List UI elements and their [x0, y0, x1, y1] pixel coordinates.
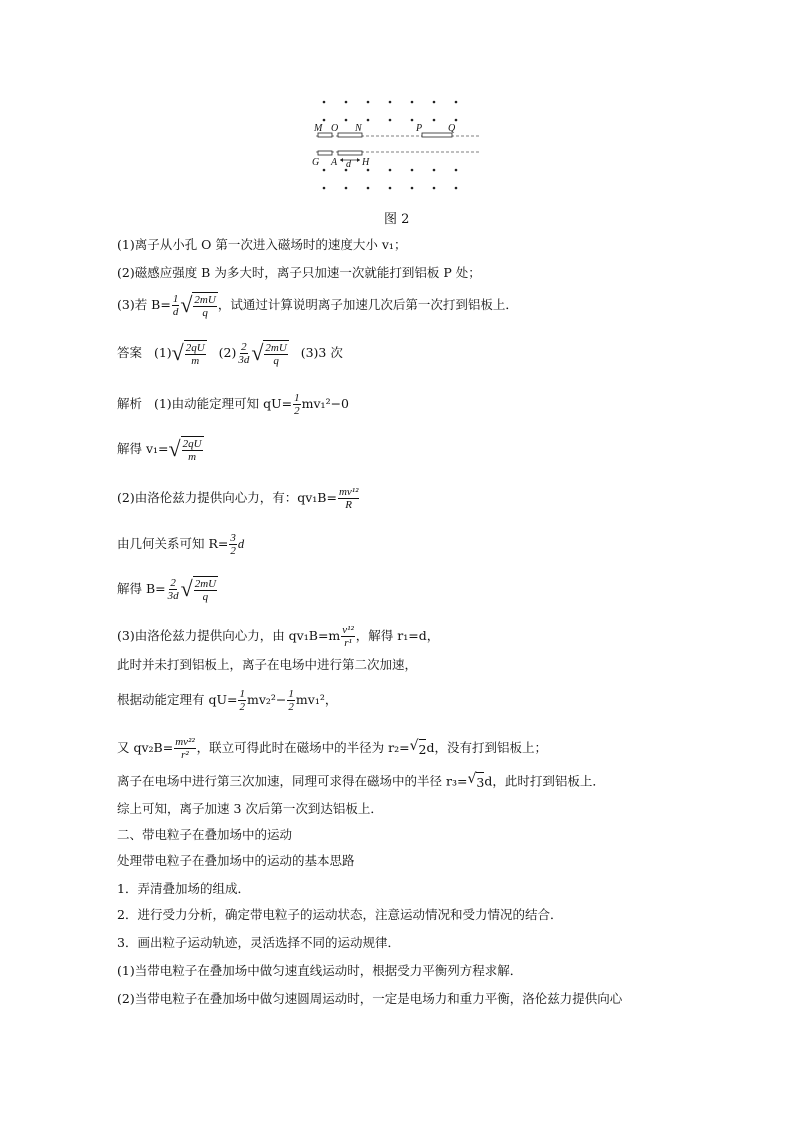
- step-1: 1．弄清叠加场的组成．: [117, 881, 250, 896]
- summary-line: 综上可知，离子加速 3 次后第一次到达铝板上．: [117, 801, 383, 816]
- text: mv₁²−0: [301, 396, 350, 411]
- case-2: (2)当带电粒子在叠加场中做匀速圆周运动时，一定是电场力和重力平衡，洛伦兹力提供向心: [117, 991, 623, 1006]
- sqrt: √ $\frac{2qU}{m}$: [171, 340, 205, 367]
- energy-line: [117, 688, 337, 713]
- sqrt: √ $\frac{2mU}{q}$: [251, 340, 287, 367]
- figure-caption: 图 2: [384, 212, 410, 227]
- answer-part-1: (1): [153, 345, 172, 360]
- approach-line: 处理带电粒子在叠加场中的运动的基本思路: [117, 853, 355, 868]
- label-O: O: [331, 123, 339, 134]
- fraction: $\frac{2}{3d}$: [167, 577, 179, 602]
- text: 解得 B=: [117, 581, 166, 596]
- sqrt: √ $\frac{2qU}{m}$: [168, 436, 202, 463]
- label-N: N: [355, 123, 362, 134]
- fraction: $\frac{\text{mv²²}}{\text{r²}}$: [175, 736, 195, 761]
- fraction: $\frac{\text{v¹²}}{\text{r¹}}$: [342, 624, 354, 649]
- answer-line: [117, 340, 343, 367]
- text: 根据动能定理有 qU=: [117, 692, 238, 707]
- text: 由几何关系可知 R=: [117, 536, 229, 551]
- sqrt: √ 2: [409, 737, 427, 757]
- text: ，联立可得此时在磁场中的半径为 r₂=: [196, 740, 410, 755]
- label-d: d: [346, 159, 351, 170]
- q3-prefix: (3)若 B=: [117, 297, 171, 312]
- fraction: $\frac{3}{2}$: [230, 532, 236, 557]
- q3-suffix: ，试通过计算说明离子加速几次后第一次打到铝板上．: [217, 297, 518, 312]
- label-A: A: [331, 157, 338, 168]
- fraction: $\frac{1}{2}$: [239, 688, 245, 713]
- sqrt: √ 3: [467, 771, 485, 790]
- question-3: [117, 292, 518, 319]
- text: 离子在电场中进行第三次加速，同理可求得在磁场中的半径 r₃=: [117, 773, 468, 789]
- text: (1)由动能定理可知 qU=: [153, 396, 293, 411]
- section-heading: 二、带电粒子在叠加场中的运动: [117, 827, 293, 842]
- text: mv₂²−: [246, 692, 287, 707]
- analysis-1: [117, 392, 349, 417]
- solve-B: [117, 576, 218, 603]
- label-M: M: [314, 123, 323, 134]
- label-Q: Q: [448, 123, 456, 134]
- fraction: $\frac{\text{mv¹²}}{R}$: [338, 486, 359, 511]
- fraction: $\frac{1}{d}$: [172, 293, 179, 318]
- fraction: $\frac{2}{3d}$: [238, 341, 250, 366]
- fraction: $\frac{1}{2}$: [288, 688, 294, 713]
- geometry-line: [117, 532, 244, 557]
- answer-label: 答案: [117, 345, 143, 360]
- plate-g: [318, 151, 332, 155]
- plate-ah: [338, 151, 362, 155]
- sqrt: √ $\frac{2mU}{q}$: [180, 576, 217, 603]
- analysis-label: 解析: [117, 396, 143, 411]
- third-line: [117, 772, 605, 792]
- case-1: (1)当带电粒子在叠加场中做匀速直线运动时，根据受力平衡列方程求解．: [117, 963, 523, 978]
- fraction: $\frac{1}{2}$: [294, 392, 300, 417]
- also-line: [117, 736, 547, 761]
- solve-v1: [117, 436, 204, 463]
- field-dots: [323, 101, 458, 190]
- text: mv₁²，: [295, 692, 338, 707]
- text: ，解得 r₁=d，: [355, 628, 440, 643]
- question-2: (2)磁感应强度 B 为多大时，离子只加速一次就能打到铝板 P 处；: [117, 265, 481, 280]
- not-hit-line: 此时并未打到铝板上，离子在电场中进行第二次加速，: [117, 657, 418, 672]
- label-G: G: [312, 157, 320, 168]
- question-1: (1)离子从小孔 O 第一次进入磁场时的速度大小 v₁；: [117, 237, 407, 252]
- text: (2)由洛伦兹力提供向心力，有：qv₁B=: [117, 490, 337, 505]
- label-H: H: [362, 157, 370, 168]
- text: 解得 v₁=: [117, 441, 169, 456]
- step-2: 2．进行受力分析，确定带电粒子的运动状态，注意运动情况和受力情况的结合．: [117, 907, 563, 922]
- answer-part-2: (2): [218, 345, 237, 360]
- text: d，没有打到铝板上；: [426, 740, 547, 755]
- text: (3)由洛伦兹力提供向心力，由 qv₁B=m: [117, 628, 341, 643]
- step-3: 3．画出粒子运动轨迹，灵活选择不同的运动规律．: [117, 935, 400, 950]
- magnetic-field-figure: [300, 92, 500, 202]
- sqrt: √ $\frac{2mU}{q}$: [180, 292, 216, 319]
- label-P: P: [416, 123, 423, 134]
- analysis-3: [117, 624, 439, 649]
- text: 又 qv₂B=: [117, 740, 174, 755]
- analysis-2: [117, 486, 360, 511]
- text: d，此时打到铝板上．: [484, 773, 605, 789]
- text: d: [237, 537, 245, 551]
- answer-part-3: (3)3 次: [300, 345, 343, 360]
